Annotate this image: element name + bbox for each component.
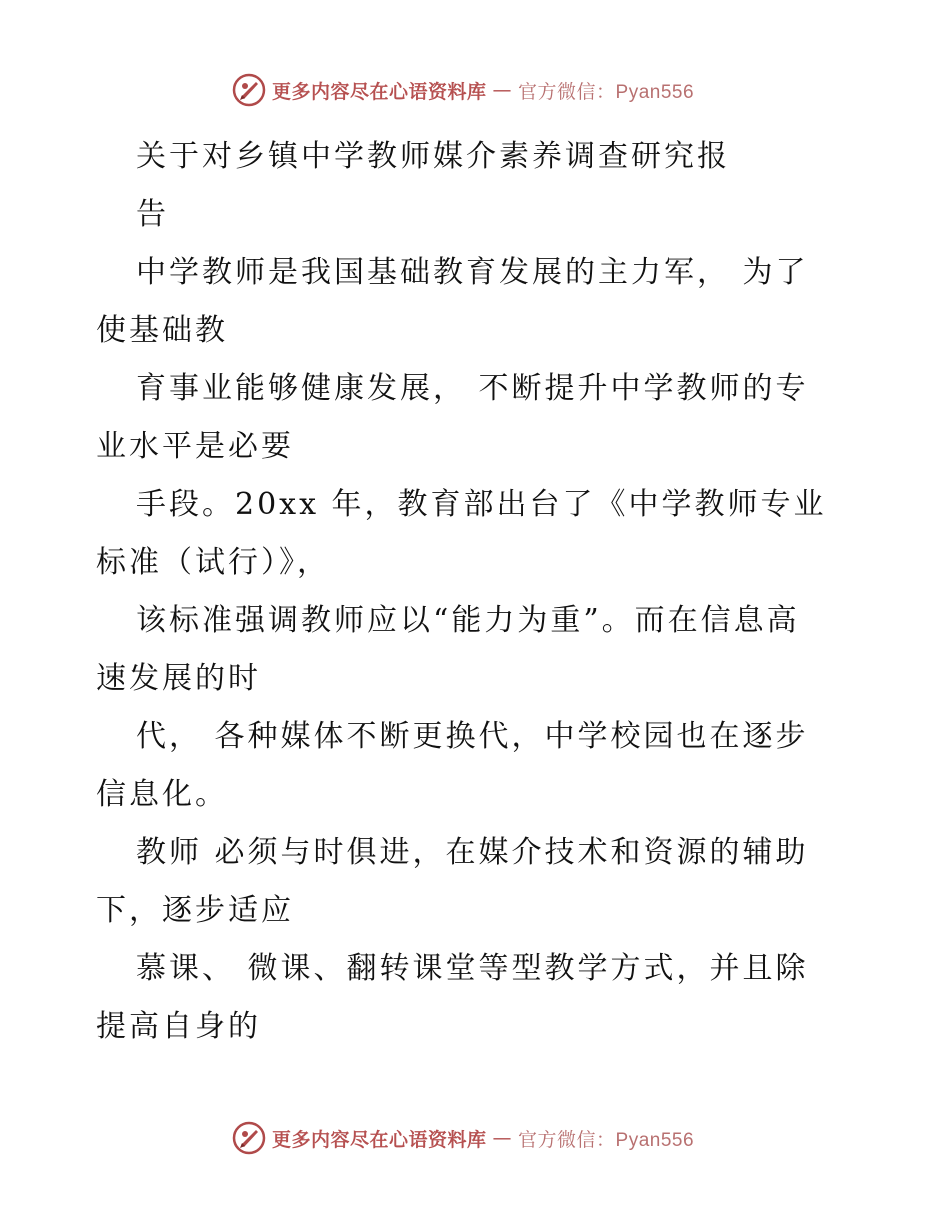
banner-wechat: [518, 1125, 694, 1152]
banner-wechat-label: 官方微信：: [518, 1128, 616, 1151]
header-banner: [232, 72, 752, 108]
paragraph-line: 业水平是必要: [96, 429, 294, 464]
document-body: [96, 128, 856, 1056]
banner-brand-text: 更多内容尽在心语资料库: [272, 80, 487, 103]
paragraph-line: 中学教师是我国基础教育发展的主力军， 为了: [136, 255, 809, 290]
paragraph-line: 信息化。: [96, 777, 228, 812]
quill-pen-logo-icon: [232, 1121, 266, 1155]
banner-wechat-id: Pyan556: [615, 1129, 695, 1151]
paragraph-line: 提高自身的: [96, 1009, 261, 1044]
banner-wechat-id: Pyan556: [615, 81, 695, 103]
paragraph-line: 使基础教: [96, 313, 228, 348]
banner-dash: —: [492, 1127, 513, 1149]
title-line-1: 关于对乡镇中学教师媒介素养调查研究报: [136, 139, 730, 174]
paragraph-line: 育事业能够健康发展， 不断提升中学教师的专: [136, 371, 809, 406]
footer-banner: [232, 1120, 752, 1156]
paragraph-line: 标准（试行）》，: [96, 545, 330, 580]
paragraph-line: 手段。20xx 年，教育部出台了《中学教师专业: [136, 487, 827, 522]
title-line-2: 告: [136, 197, 169, 232]
quill-pen-logo-icon: [232, 73, 266, 107]
banner-brand-text: 更多内容尽在心语资料库: [272, 1128, 487, 1151]
paragraph-line: 下，逐步适应: [96, 893, 294, 928]
banner-wechat-label: 官方微信：: [518, 80, 616, 103]
paragraph-line: 慕课、 微课、翻转课堂等型教学方式，并且除: [136, 951, 809, 986]
paragraph-line: 教师 必须与时俱进，在媒介技术和资源的辅助: [136, 835, 809, 870]
paragraph-line: 速发展的时: [96, 661, 261, 696]
banner-dash: —: [492, 79, 513, 101]
paragraph-line: 代， 各种媒体不断更换代，中学校园也在逐步: [136, 719, 809, 754]
paragraph-line: 该标准强调教师应以“能力为重”。而在信息高: [136, 603, 800, 638]
banner-wechat: [518, 77, 694, 104]
